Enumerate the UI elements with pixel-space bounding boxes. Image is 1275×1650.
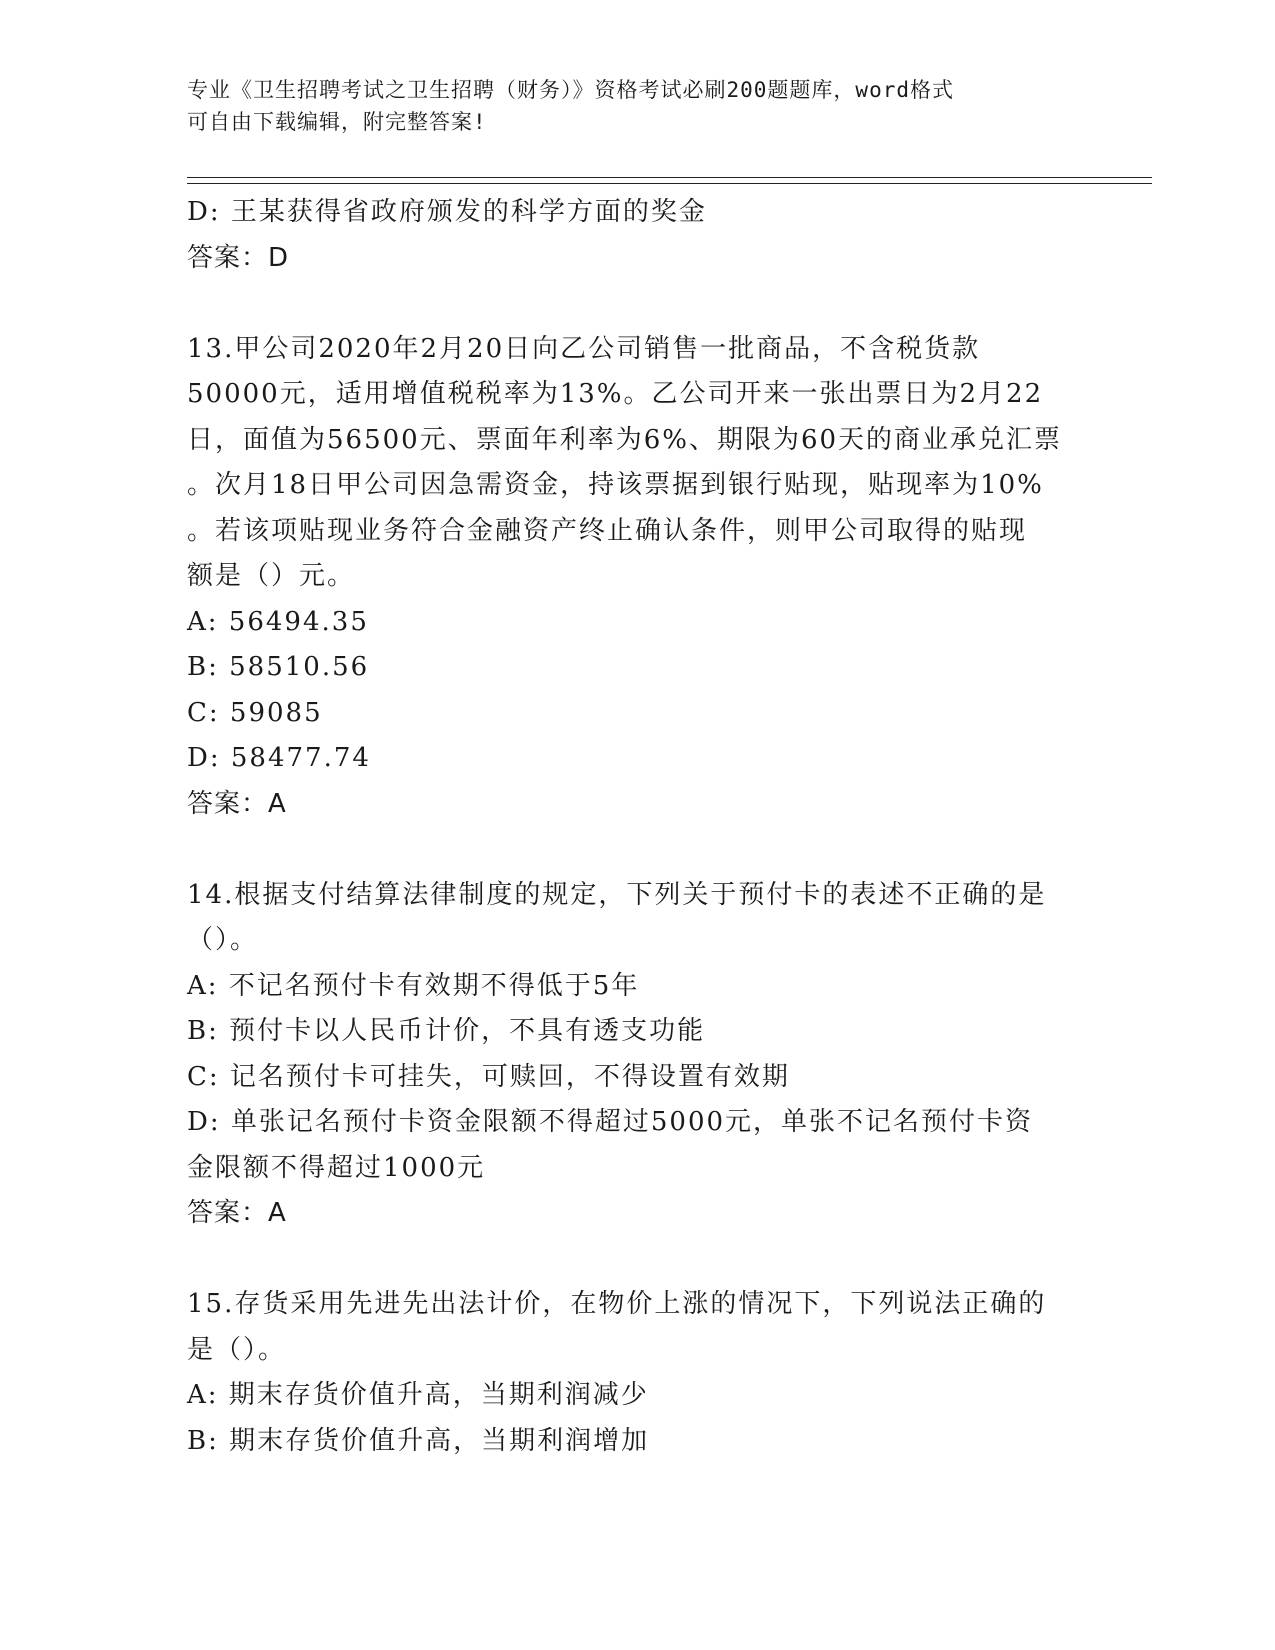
option-d-continued: 金限额不得超过1000元 <box>187 1152 486 1183</box>
answer: 答案：A <box>187 1198 287 1228</box>
question-14 <box>187 873 1087 1237</box>
option-a: A: 不记名预付卡有效期不得低于5年 <box>187 970 640 1001</box>
option-a: A: 56494.35 <box>187 606 369 637</box>
question-stem-line: 13.甲公司2020年2月20日向乙公司销售一批商品，不含税货款 <box>187 333 981 364</box>
answer: 答案：A <box>187 788 287 819</box>
question-stem-line: 额是（）元。 <box>187 561 356 591</box>
header-rule-bottom <box>187 183 1152 184</box>
option-a: A: 期末存货价值升高，当期利润减少 <box>187 1380 649 1410</box>
question-15 <box>187 1282 1087 1464</box>
question-stem-line: 15.存货采用先进先出法计价，在物价上涨的情况下，下列说法正确的 <box>187 1289 1047 1319</box>
question-stem-line: 。若该项贴现业务符合金融资产终止确认条件，则甲公司取得的贴现 <box>187 515 1028 546</box>
option-c: C: 59085 <box>187 697 323 728</box>
question-stem-line: （）。 <box>187 925 259 955</box>
question-13 <box>187 327 1087 828</box>
question-stem-line: 日，面值为56500元、票面年利率为6%、期限为60天的商业承兑汇票 <box>187 424 1063 455</box>
option-b: B: 预付卡以人民币计价，不具有透支功能 <box>187 1016 706 1046</box>
option-b: B: 期末存货价值升高，当期利润增加 <box>187 1425 650 1456</box>
question-stem-line: 14.根据支付结算法律制度的规定，下列关于预付卡的表述不正确的是 <box>187 879 1047 910</box>
question-stem-line: 是（）。 <box>187 1334 287 1365</box>
question-stem-line: 50000元，适用增值税税率为13%。乙公司开来一张出票日为2月22 <box>187 379 1044 409</box>
option-b: B: 58510.56 <box>187 652 370 682</box>
question-12-tail <box>187 190 1087 281</box>
option-d: D: 王某获得省政府颁发的科学方面的奖金 <box>187 197 707 227</box>
spacer <box>187 827 1087 873</box>
header-line-1: 专业《卫生招聘考试之卫生招聘（财务）》资格考试必刷200题题库，word格式 <box>187 78 954 102</box>
spacer <box>187 1237 1087 1283</box>
spacer <box>187 281 1087 327</box>
option-d: D: 58477.74 <box>187 743 371 773</box>
answer: 答案：D <box>187 242 290 273</box>
option-d: D: 单张记名预付卡资金限额不得超过5000元，单张不记名预付卡资 <box>187 1107 1034 1137</box>
document-header <box>187 74 1087 138</box>
question-stem-line: 。次月18日甲公司因急需资金，持该票据到银行贴现，贴现率为10% <box>187 470 1044 500</box>
document-body <box>187 190 1087 1464</box>
header-rule-top <box>187 177 1152 178</box>
header-line-2: 可自由下载编辑，附完整答案! <box>187 110 487 134</box>
option-c: C: 记名预付卡可挂失，可赎回，不得设置有效期 <box>187 1061 790 1092</box>
